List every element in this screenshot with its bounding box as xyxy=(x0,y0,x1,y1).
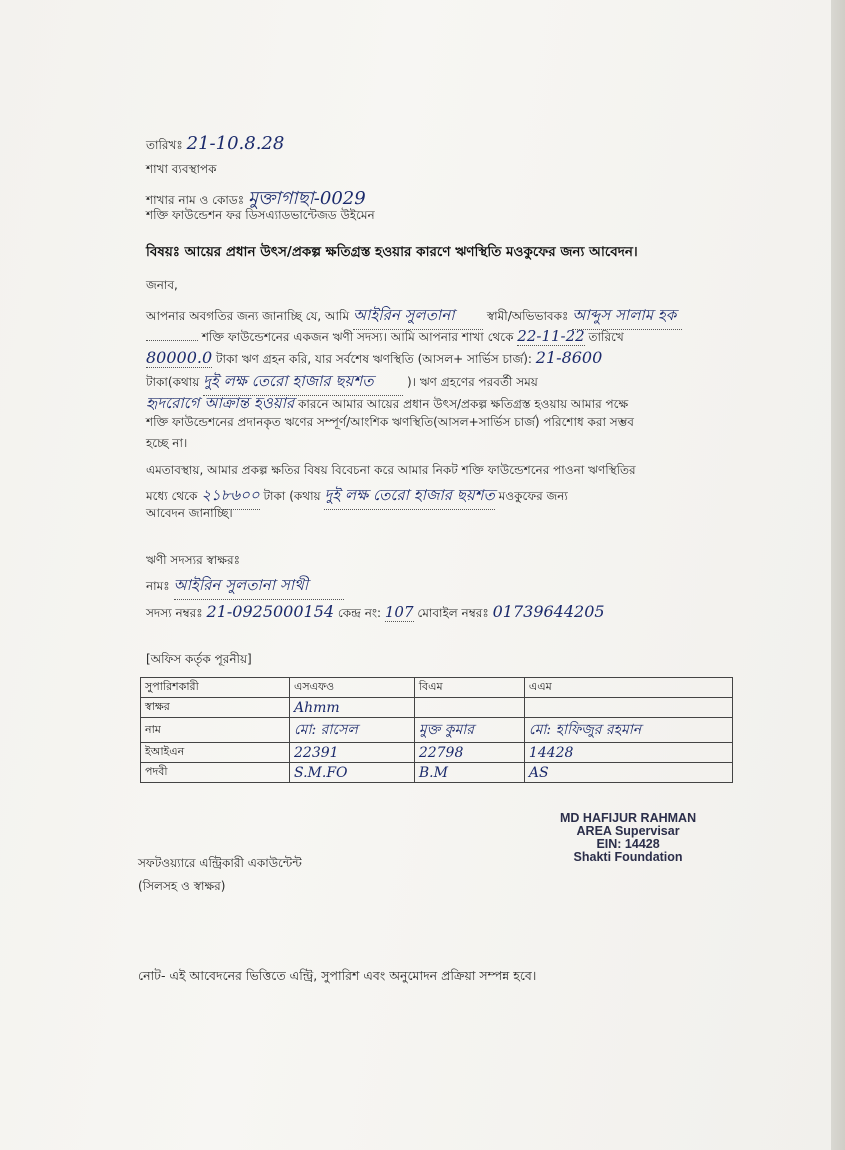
para1-text: কারনে আমার আয়ের প্রধান উৎস/প্রকল্প ক্ষতিগ্রস্ত হওয়ায় আমার পক্ষে xyxy=(298,397,629,411)
member-name-label: নামঃ xyxy=(146,579,170,593)
table-cell: মো: হাফিজুর রহমান xyxy=(524,718,732,743)
para2-text: মওকুফের জন্য xyxy=(498,489,568,503)
date-value: 21-10.8.28 xyxy=(186,133,285,154)
organization-name: শক্তি ফাউন্ডেশন ফর ডিসএ্যাডভান্টেজড উইমেন xyxy=(146,208,375,222)
center-label: কেন্দ্র নং: xyxy=(337,606,382,620)
balance-hand: 21-8600 xyxy=(535,348,603,367)
branch-label: শাখার নাম ও কোডঃ xyxy=(146,193,245,207)
footer-note: নোট- এই আবেদনের ভিত্তিতে এন্ট্রি, সুপারিশ এবং অনুমোদন প্রক্রিয়া সম্পন্ন হবে। xyxy=(138,968,537,983)
table-cell: AS xyxy=(524,763,732,783)
waiver-words-hand: দুই লক্ষ তেরো হাজার ছয়শত xyxy=(324,484,494,510)
para1-line2 xyxy=(146,327,624,349)
stamp-name: MD HAFIJUR RAHMAN xyxy=(560,811,697,825)
para1-line7: হচ্ছে না। xyxy=(146,436,188,450)
table-header: বিএম xyxy=(414,678,524,698)
center-number-hand: 107 xyxy=(384,603,414,621)
table-cell: 22798 xyxy=(414,743,524,763)
table-cell xyxy=(414,698,524,718)
amount-words-hand: দুই লক্ষ তেরো হাজার ছয়শত xyxy=(203,370,403,396)
date-line xyxy=(146,133,284,157)
para1-text: টাকা ঋণ গ্রহন করি, যার সর্বশেষ ঋণস্থিতি (আসল+ সার্ভিস চার্জ): xyxy=(216,352,532,366)
row-label: ইআইএন xyxy=(141,743,290,763)
table-cell: 14428 xyxy=(524,743,732,763)
guardian-name-hand: আব্দুস সালাম হক xyxy=(572,304,682,330)
para1-line3 xyxy=(146,348,602,371)
para1-text: টাকা(কথায় xyxy=(146,375,200,389)
para2-text: মধ্যে থেকে xyxy=(146,489,198,503)
member-number-hand: 21-0925000154 xyxy=(206,602,335,621)
date-label: তারিখঃ xyxy=(146,138,183,152)
para1-text: শক্তি ফাউন্ডেশনের একজন ঋণী সদস্য। আমি আপনার শাখা থেকে xyxy=(201,330,514,344)
table-cell: B.M xyxy=(414,763,524,783)
accountant-title: সফটওয়্যারে এন্ট্রিকারী একাউন্টেন্ট xyxy=(138,856,302,870)
blank-dots xyxy=(146,340,198,341)
loan-date-hand: 22-11-22 xyxy=(517,327,585,345)
table-row xyxy=(141,718,733,743)
para1-text: তারিখে xyxy=(588,330,624,344)
para2-line3: আবেদন জানাচ্ছি। xyxy=(146,506,233,520)
para1-text: )। ঋণ গ্রহণের পরবর্তী সময় xyxy=(406,375,538,389)
table-cell: মো: রাসেল xyxy=(290,718,415,743)
para2-text: টাকা (কথায় xyxy=(263,489,321,503)
row-label: স্বাক্ষর xyxy=(141,698,290,718)
table-cell xyxy=(524,698,732,718)
stamp-organization: Shakti Foundation xyxy=(573,850,683,864)
office-use-note: [অফিস কর্তৃক পূরনীয়] xyxy=(146,652,252,666)
accountant-seal-note: (সিলসহ ও স্বাক্ষর) xyxy=(138,879,226,893)
table-row xyxy=(141,743,733,763)
subject-line: বিষয়ঃ আয়ের প্রধান উৎস/প্রকল্প ক্ষতিগ্রস্ত হওয়ার কারণে ঋণস্থিতি মওকুফের জন্য আবেদন। xyxy=(146,244,638,260)
row-label: নাম xyxy=(141,718,290,743)
stamp-designation: AREA Supervisar xyxy=(576,824,680,838)
salutation: জনাব, xyxy=(146,278,178,292)
table-row xyxy=(141,763,733,783)
officer-stamp xyxy=(560,812,696,864)
loan-amount-hand: 80000.0 xyxy=(146,348,213,367)
table-header: এএম xyxy=(524,678,732,698)
para1-text: আপনার অবগতির জন্য জানাচ্ছি যে, আমি xyxy=(146,309,350,323)
reason-hand: হৃদরোগে আক্রান্ত হওয়ার xyxy=(146,394,295,412)
mobile-number-hand: 01739644205 xyxy=(492,602,605,621)
table-cell: 22391 xyxy=(290,743,415,763)
para2-line1: এমতাবস্থায়, আমার প্রকল্প ক্ষতির বিষয় বিবেচনা করে আমার নিকট শক্তি ফাউন্ডেশনের পাওনা ঋণস্থিতির xyxy=(146,463,636,477)
member-name-hand: আইরিন সুলতানা সাথী xyxy=(174,574,344,600)
member-number-label: সদস্য নম্বরঃ xyxy=(146,606,203,620)
mobile-label: মোবাইল নম্বরঃ xyxy=(417,606,489,620)
guardian-label: স্বামী/অভিভাবকঃ xyxy=(486,309,569,323)
member-signature-heading: ঋণী সদস্যর স্বাক্ষরঃ xyxy=(146,553,240,567)
table-header-row xyxy=(141,678,733,698)
member-name-line xyxy=(146,574,344,600)
recommendation-table xyxy=(140,677,733,783)
table-row xyxy=(141,698,733,718)
waiver-amount-hand: ২১৮৬০০ xyxy=(201,484,259,510)
row-label: পদবী xyxy=(141,763,290,783)
stamp-ein: EIN: 14428 xyxy=(596,837,660,851)
background-paper-edge xyxy=(831,0,845,1150)
recipient-title: শাখা ব্যবস্থাপক xyxy=(146,162,217,176)
branch-value: মুক্তাগাছা-0029 xyxy=(247,188,366,209)
table-cell: Ahmm xyxy=(290,698,415,718)
applicant-name-hand: আইরিন সুলতানা xyxy=(353,304,483,330)
member-details-line xyxy=(146,602,605,625)
table-header: সুপারিশকারী xyxy=(141,678,290,698)
table-header: এসএফও xyxy=(290,678,415,698)
table-cell: S.M.FO xyxy=(290,763,415,783)
para1-line6: শক্তি ফাউন্ডেশনের প্রদানকৃত ঋণের সম্পূর্ণ/আংশিক ঋণস্থিতি(আসল+সার্ভিস চার্জ) পরিশোধ করা সম্ভব xyxy=(146,415,634,429)
table-cell: মুক্ত কুমার xyxy=(414,718,524,743)
